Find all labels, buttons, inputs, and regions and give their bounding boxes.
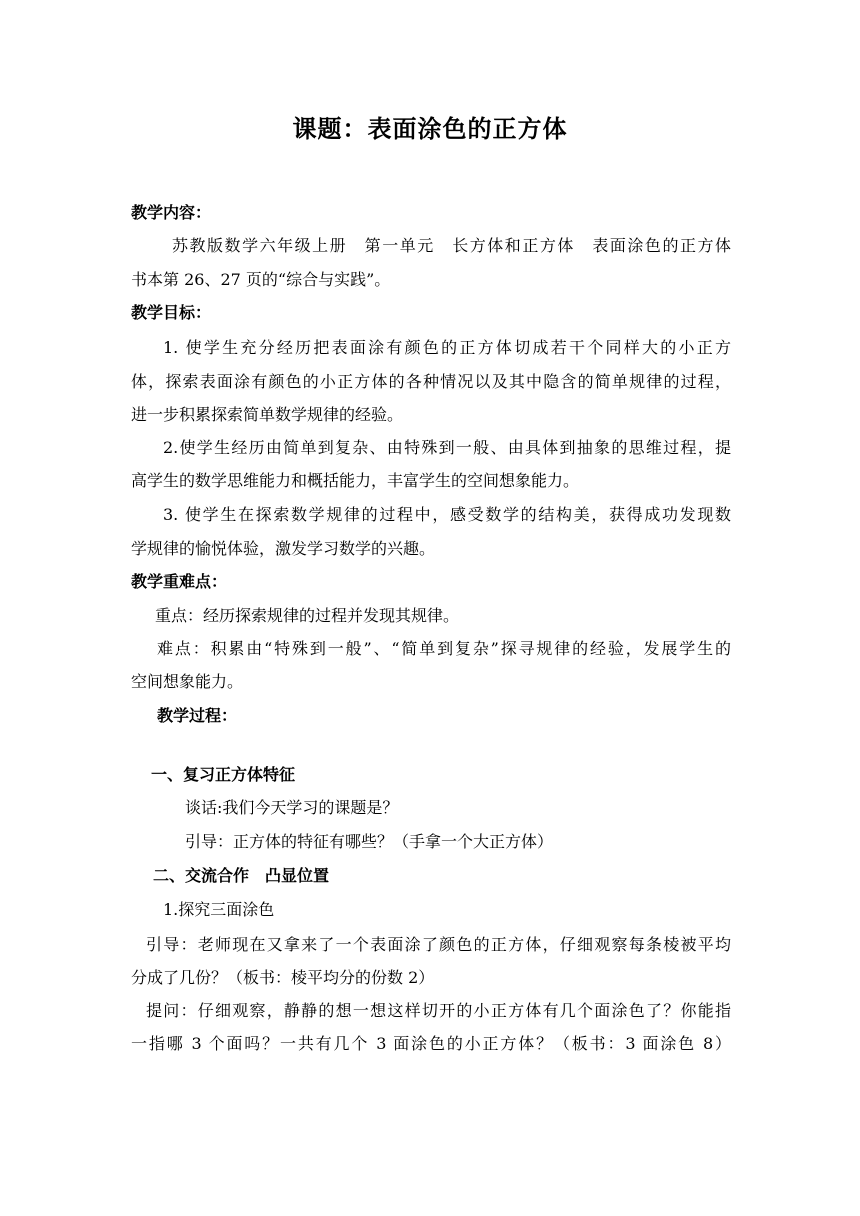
objectives-heading: 教学目标： [131, 303, 212, 322]
content-line-2: 书本第 26、27 页的“综合与实践”。 [131, 270, 391, 289]
section2-line-1: 1.探究三面涂色 [163, 900, 275, 919]
process-heading: 教学过程： [157, 706, 238, 725]
content-heading: 教学内容： [131, 203, 212, 222]
keypoint-line-1: 重点：经历探索规律的过程并发现其规律。 [155, 606, 460, 625]
objective-line-6: 3. 使学生在探索数学规律的过程中，感受数学的结构美，获得成功发现数 [163, 505, 731, 524]
objective-line-5: 高学生的数学思维能力和概括能力，丰富学生的空间想象能力。 [131, 471, 580, 490]
objective-line-4: 2.使学生经历由简单到复杂、由特殊到一般、由具体到抽象的思维过程，提 [163, 438, 731, 457]
section2-heading: 二、交流合作 凸显位置 [153, 866, 330, 885]
objective-line-1: 1. 使学生充分经历把表面涂有颜色的正方体切成若干个同样大的小正方 [163, 338, 731, 357]
content-line-1: 苏教版数学六年级上册 第一单元 长方体和正方体 表面涂色的正方体 [172, 236, 731, 255]
objective-line-3: 进一步积累探索简单数学规律的经验。 [131, 405, 404, 424]
section1-heading: 一、复习正方体特征 [151, 765, 296, 784]
objective-line-2: 体，探索表面涂有颜色的小正方体的各种情况以及其中隐含的简单规律的过程， [131, 372, 731, 391]
lesson-title: 课题：表面涂色的正方体 [292, 114, 568, 143]
section2-line-5: 一指哪 3 个面吗？一共有几个 3 面涂色的小正方体？（板书：3 面涂色 8） [131, 1034, 731, 1053]
section2-line-3: 分成了几份？（板书：棱平均分的份数 2） [131, 968, 435, 987]
section1-line-2: 引导：正方体的特征有哪些？（手拿一个大正方体） [185, 832, 554, 851]
keypoints-heading: 教学重难点： [131, 572, 228, 591]
keypoint-line-3: 空间想象能力。 [131, 672, 244, 691]
section2-line-2: 引导：老师现在又拿来了一个表面涂了颜色的正方体，仔细观察每条棱被平均 [146, 935, 731, 954]
keypoint-line-2: 难点：积累由“特殊到一般”、“简单到复杂”探寻规律的经验，发展学生的 [157, 639, 731, 658]
section1-line-1: 谈话:我们今天学习的课题是？ [185, 798, 399, 817]
section2-line-4: 提问：仔细观察，静静的想一想这样切开的小正方体有几个面涂色了？你能指 [146, 1001, 731, 1020]
objective-line-7: 学规律的愉悦体验，激发学习数学的兴趣。 [131, 539, 436, 558]
